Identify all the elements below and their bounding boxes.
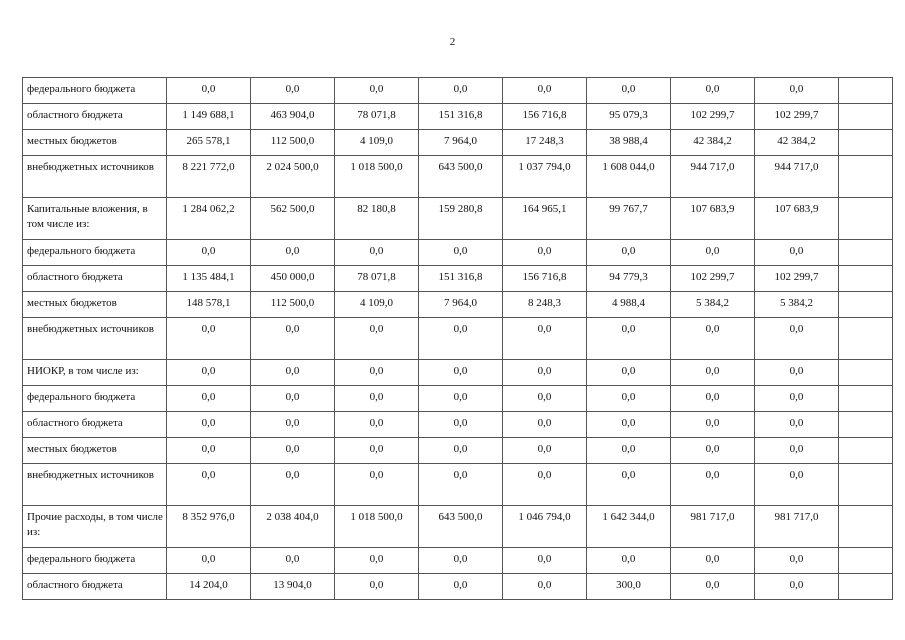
table-row [23, 386, 893, 412]
table-row [23, 78, 893, 104]
row-label: внебюджетных источников [23, 464, 167, 506]
value-cell: 95 079,3 [587, 104, 671, 130]
value-cell: 0,0 [251, 318, 335, 360]
row-label: областного бюджета [23, 104, 167, 130]
value-cell: 42 384,2 [671, 130, 755, 156]
empty-cell [839, 240, 893, 266]
value-cell: 0,0 [755, 386, 839, 412]
value-cell: 463 904,0 [251, 104, 335, 130]
value-cell: 0,0 [335, 318, 419, 360]
value-cell: 0,0 [587, 78, 671, 104]
value-cell: 944 717,0 [755, 156, 839, 198]
table-row [23, 292, 893, 318]
table-row [23, 318, 893, 360]
value-cell: 0,0 [335, 438, 419, 464]
value-cell: 14 204,0 [167, 574, 251, 600]
empty-cell [839, 412, 893, 438]
value-cell: 1 037 794,0 [503, 156, 587, 198]
value-cell: 148 578,1 [167, 292, 251, 318]
value-cell: 0,0 [587, 360, 671, 386]
value-cell: 643 500,0 [419, 506, 503, 548]
value-cell: 1 284 062,2 [167, 198, 251, 240]
value-cell: 0,0 [167, 548, 251, 574]
value-cell: 0,0 [755, 548, 839, 574]
empty-cell [839, 130, 893, 156]
value-cell: 0,0 [671, 318, 755, 360]
value-cell: 562 500,0 [251, 198, 335, 240]
value-cell: 0,0 [587, 548, 671, 574]
empty-cell [839, 438, 893, 464]
row-label: внебюджетных источников [23, 318, 167, 360]
value-cell: 300,0 [587, 574, 671, 600]
row-label: федерального бюджета [23, 548, 167, 574]
empty-cell [839, 318, 893, 360]
value-cell: 1 608 044,0 [587, 156, 671, 198]
value-cell: 0,0 [671, 78, 755, 104]
table-row [23, 240, 893, 266]
value-cell: 0,0 [671, 438, 755, 464]
table-row [23, 412, 893, 438]
value-cell: 0,0 [503, 574, 587, 600]
value-cell: 107 683,9 [755, 198, 839, 240]
value-cell: 0,0 [335, 412, 419, 438]
value-cell: 0,0 [587, 318, 671, 360]
row-label: областного бюджета [23, 266, 167, 292]
value-cell: 643 500,0 [419, 156, 503, 198]
value-cell: 0,0 [671, 360, 755, 386]
value-cell: 0,0 [335, 360, 419, 386]
value-cell: 0,0 [251, 548, 335, 574]
value-cell: 0,0 [755, 78, 839, 104]
value-cell: 82 180,8 [335, 198, 419, 240]
value-cell: 1 149 688,1 [167, 104, 251, 130]
empty-cell [839, 104, 893, 130]
value-cell: 5 384,2 [755, 292, 839, 318]
value-cell: 102 299,7 [755, 266, 839, 292]
value-cell: 0,0 [419, 78, 503, 104]
table-row [23, 464, 893, 506]
value-cell: 0,0 [587, 438, 671, 464]
value-cell: 0,0 [587, 464, 671, 506]
empty-cell [839, 266, 893, 292]
value-cell: 0,0 [251, 240, 335, 266]
value-cell: 0,0 [671, 574, 755, 600]
value-cell: 0,0 [251, 438, 335, 464]
table-row [23, 198, 893, 240]
value-cell: 156 716,8 [503, 104, 587, 130]
value-cell: 0,0 [503, 386, 587, 412]
table-row [23, 574, 893, 600]
value-cell: 7 964,0 [419, 292, 503, 318]
table-row [23, 360, 893, 386]
row-label: местных бюджетов [23, 130, 167, 156]
value-cell: 0,0 [587, 386, 671, 412]
value-cell: 5 384,2 [671, 292, 755, 318]
table-row [23, 266, 893, 292]
value-cell: 0,0 [671, 386, 755, 412]
value-cell: 78 071,8 [335, 266, 419, 292]
table-row [23, 130, 893, 156]
value-cell: 0,0 [503, 438, 587, 464]
value-cell: 0,0 [419, 574, 503, 600]
empty-cell [839, 574, 893, 600]
value-cell: 112 500,0 [251, 130, 335, 156]
value-cell: 4 988,4 [587, 292, 671, 318]
value-cell: 0,0 [671, 464, 755, 506]
value-cell: 1 046 794,0 [503, 506, 587, 548]
empty-cell [839, 548, 893, 574]
empty-cell [839, 506, 893, 548]
value-cell: 159 280,8 [419, 198, 503, 240]
row-label: федерального бюджета [23, 78, 167, 104]
value-cell: 38 988,4 [587, 130, 671, 156]
value-cell: 0,0 [587, 240, 671, 266]
value-cell: 0,0 [251, 78, 335, 104]
value-cell: 164 965,1 [503, 198, 587, 240]
row-label: федерального бюджета [23, 240, 167, 266]
value-cell: 981 717,0 [671, 506, 755, 548]
empty-cell [839, 156, 893, 198]
value-cell: 112 500,0 [251, 292, 335, 318]
budget-table [22, 77, 893, 600]
value-cell: 944 717,0 [671, 156, 755, 198]
value-cell: 0,0 [167, 240, 251, 266]
value-cell: 0,0 [335, 574, 419, 600]
row-label: НИОКР, в том числе из: [23, 360, 167, 386]
value-cell: 0,0 [755, 438, 839, 464]
empty-cell [839, 464, 893, 506]
value-cell: 8 221 772,0 [167, 156, 251, 198]
value-cell: 0,0 [587, 412, 671, 438]
value-cell: 0,0 [335, 464, 419, 506]
value-cell: 17 248,3 [503, 130, 587, 156]
value-cell: 156 716,8 [503, 266, 587, 292]
value-cell: 0,0 [251, 464, 335, 506]
row-label: внебюджетных источников [23, 156, 167, 198]
value-cell: 0,0 [335, 548, 419, 574]
empty-cell [839, 78, 893, 104]
value-cell: 265 578,1 [167, 130, 251, 156]
table-row [23, 548, 893, 574]
value-cell: 0,0 [671, 548, 755, 574]
empty-cell [839, 360, 893, 386]
row-label: местных бюджетов [23, 292, 167, 318]
value-cell: 0,0 [167, 464, 251, 506]
value-cell: 151 316,8 [419, 104, 503, 130]
value-cell: 0,0 [503, 360, 587, 386]
value-cell: 450 000,0 [251, 266, 335, 292]
value-cell: 0,0 [755, 240, 839, 266]
value-cell: 0,0 [671, 240, 755, 266]
value-cell: 0,0 [251, 360, 335, 386]
value-cell: 99 767,7 [587, 198, 671, 240]
value-cell: 0,0 [167, 438, 251, 464]
value-cell: 0,0 [419, 360, 503, 386]
value-cell: 0,0 [503, 464, 587, 506]
value-cell: 0,0 [167, 386, 251, 412]
value-cell: 0,0 [755, 412, 839, 438]
value-cell: 0,0 [419, 464, 503, 506]
value-cell: 0,0 [755, 574, 839, 600]
value-cell: 0,0 [167, 318, 251, 360]
value-cell: 1 642 344,0 [587, 506, 671, 548]
value-cell: 0,0 [251, 386, 335, 412]
value-cell: 0,0 [503, 240, 587, 266]
value-cell: 0,0 [167, 412, 251, 438]
value-cell: 0,0 [503, 412, 587, 438]
value-cell: 42 384,2 [755, 130, 839, 156]
empty-cell [839, 292, 893, 318]
value-cell: 4 109,0 [335, 130, 419, 156]
table-row [23, 438, 893, 464]
value-cell: 94 779,3 [587, 266, 671, 292]
row-label: местных бюджетов [23, 438, 167, 464]
value-cell: 0,0 [167, 360, 251, 386]
value-cell: 8 352 976,0 [167, 506, 251, 548]
value-cell: 4 109,0 [335, 292, 419, 318]
value-cell: 102 299,7 [755, 104, 839, 130]
value-cell: 0,0 [419, 240, 503, 266]
value-cell: 0,0 [419, 412, 503, 438]
row-label: федерального бюджета [23, 386, 167, 412]
table-body [23, 78, 893, 600]
empty-cell [839, 198, 893, 240]
value-cell: 0,0 [335, 240, 419, 266]
value-cell: 1 018 500,0 [335, 506, 419, 548]
value-cell: 8 248,3 [503, 292, 587, 318]
value-cell: 0,0 [419, 438, 503, 464]
row-label: Прочие расходы, в том числе из: [23, 506, 167, 548]
page-number: 2 [449, 36, 456, 48]
value-cell: 151 316,8 [419, 266, 503, 292]
table-row [23, 156, 893, 198]
table-row [23, 506, 893, 548]
value-cell: 1 135 484,1 [167, 266, 251, 292]
table-row [23, 104, 893, 130]
value-cell: 107 683,9 [671, 198, 755, 240]
value-cell: 0,0 [755, 318, 839, 360]
value-cell: 2 038 404,0 [251, 506, 335, 548]
value-cell: 0,0 [335, 78, 419, 104]
value-cell: 0,0 [335, 386, 419, 412]
value-cell: 102 299,7 [671, 266, 755, 292]
value-cell: 7 964,0 [419, 130, 503, 156]
value-cell: 102 299,7 [671, 104, 755, 130]
value-cell: 0,0 [251, 412, 335, 438]
value-cell: 0,0 [755, 464, 839, 506]
value-cell: 0,0 [419, 318, 503, 360]
row-label: областного бюджета [23, 574, 167, 600]
value-cell: 1 018 500,0 [335, 156, 419, 198]
value-cell: 0,0 [419, 548, 503, 574]
value-cell: 0,0 [671, 412, 755, 438]
row-label: областного бюджета [23, 412, 167, 438]
value-cell: 981 717,0 [755, 506, 839, 548]
value-cell: 0,0 [419, 386, 503, 412]
row-label: Капитальные вложения, в том числе из: [23, 198, 167, 240]
value-cell: 0,0 [503, 318, 587, 360]
value-cell: 2 024 500,0 [251, 156, 335, 198]
value-cell: 13 904,0 [251, 574, 335, 600]
value-cell: 0,0 [503, 78, 587, 104]
value-cell: 0,0 [503, 548, 587, 574]
value-cell: 0,0 [755, 360, 839, 386]
value-cell: 0,0 [167, 78, 251, 104]
value-cell: 78 071,8 [335, 104, 419, 130]
empty-cell [839, 386, 893, 412]
